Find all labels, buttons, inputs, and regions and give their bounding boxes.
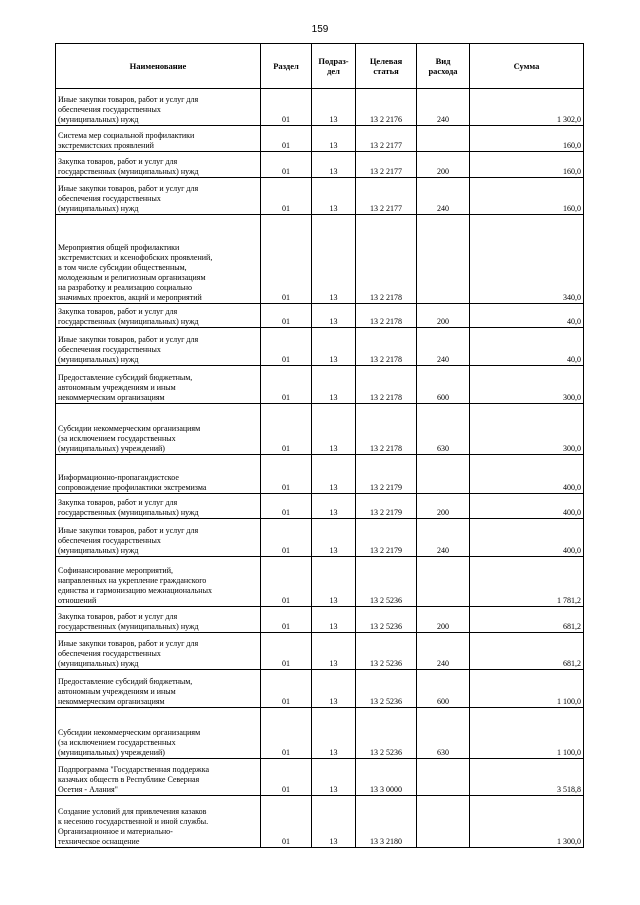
row-name: Иные закупки товаров, работ и услуг для обеспечения государственных (муниципальных) нужд [56,89,261,126]
page-number: 159 [311,24,329,35]
row-section: 01 [261,519,312,557]
row-section: 01 [261,126,312,152]
row-sum: 1 781,2 [470,557,584,607]
row-name: Предоставление субсидий бюджетным, автономным учреждениям и иным некоммерческим организациям [56,670,261,708]
row-section: 01 [261,89,312,126]
row-section: 01 [261,178,312,215]
row-target: 13 2 2179 [356,455,417,494]
row-target: 13 2 2178 [356,404,417,455]
row-target: 13 2 2177 [356,178,417,215]
row-name: Субсидии некоммерческим организациям (за исключением государственных (муниципальных) учреждений) [56,404,261,455]
table-row [56,215,584,304]
row-section: 01 [261,152,312,178]
row-sum: 300,0 [470,404,584,455]
row-name: Закупка товаров, работ и услуг для государственных (муниципальных) нужд [56,494,261,519]
row-sum: 400,0 [470,519,584,557]
header-section: Раздел [261,44,312,89]
row-section: 01 [261,633,312,670]
row-subsection: 13 [312,708,356,759]
row-sum: 400,0 [470,455,584,494]
row-subsection: 13 [312,152,356,178]
row-section: 01 [261,796,312,848]
row-expense-type [417,557,470,607]
row-subsection: 13 [312,328,356,366]
row-target: 13 2 2178 [356,366,417,404]
row-sum: 160,0 [470,152,584,178]
table-row [56,557,584,607]
row-name: Предоставление субсидий бюджетным, автономным учреждениям и иным некоммерческим организациям [56,366,261,404]
table-row [56,494,584,519]
row-target: 13 2 5236 [356,557,417,607]
row-subsection: 13 [312,404,356,455]
row-name: Мероприятия общей профилактики экстремистских и ксенофобских проявлений, в том числе субсидии общественным, молодежным и религиозным организациям на разработку и реализацию социально значимых проектов, акций и мероприятий [56,215,261,304]
table-row [56,759,584,796]
row-target: 13 2 2177 [356,152,417,178]
row-section: 01 [261,455,312,494]
row-expense-type: 240 [417,89,470,126]
row-target: 13 3 2180 [356,796,417,848]
row-sum: 3 518,8 [470,759,584,796]
row-section: 01 [261,708,312,759]
row-expense-type: 200 [417,304,470,328]
row-expense-type: 200 [417,607,470,633]
row-expense-type [417,455,470,494]
table-row [56,519,584,557]
row-name: Закупка товаров, работ и услуг для государственных (муниципальных) нужд [56,607,261,633]
row-expense-type: 240 [417,328,470,366]
table-row [56,633,584,670]
header-sum: Сумма [470,44,584,89]
row-sum: 1 100,0 [470,670,584,708]
row-expense-type [417,126,470,152]
row-section: 01 [261,759,312,796]
row-name: Информационно-пропагандистское сопровождение профилактики экстремизма [56,455,261,494]
row-expense-type: 200 [417,494,470,519]
row-subsection: 13 [312,796,356,848]
row-name: Создание условий для привлечения казаков к несению государственной и иной службы. Организационное и материально- техническое оснащение [56,796,261,848]
row-sum: 40,0 [470,328,584,366]
row-expense-type [417,215,470,304]
row-expense-type: 630 [417,708,470,759]
row-sum: 40,0 [470,304,584,328]
row-section: 01 [261,607,312,633]
row-subsection: 13 [312,633,356,670]
row-subsection: 13 [312,519,356,557]
row-sum: 160,0 [470,178,584,215]
row-subsection: 13 [312,89,356,126]
row-subsection: 13 [312,455,356,494]
row-expense-type: 240 [417,633,470,670]
row-section: 01 [261,494,312,519]
row-sum: 1 300,0 [470,796,584,848]
row-target: 13 2 5236 [356,607,417,633]
row-subsection: 13 [312,670,356,708]
row-expense-type: 240 [417,178,470,215]
row-subsection: 13 [312,178,356,215]
row-name: Иные закупки товаров, работ и услуг для обеспечения государственных (муниципальных) нужд [56,178,261,215]
row-target: 13 2 5236 [356,633,417,670]
row-section: 01 [261,328,312,366]
row-target: 13 2 2177 [356,126,417,152]
table-header-row [56,44,584,89]
row-sum: 160,0 [470,126,584,152]
row-sum: 1 100,0 [470,708,584,759]
row-target: 13 2 2178 [356,215,417,304]
header-subsection: Подраз- дел [312,44,356,89]
row-subsection: 13 [312,366,356,404]
table-row [56,607,584,633]
row-name: Иные закупки товаров, работ и услуг для обеспечения государственных (муниципальных) нужд [56,519,261,557]
row-section: 01 [261,404,312,455]
row-target: 13 2 2178 [356,328,417,366]
table-row [56,455,584,494]
header-type: Вид расхода [417,44,470,89]
header-target: Целевая статья [356,44,417,89]
row-expense-type [417,796,470,848]
table-row [56,328,584,366]
table-row [56,89,584,126]
row-target: 13 2 2179 [356,494,417,519]
row-subsection: 13 [312,607,356,633]
row-name: Подпрограмма "Государственная поддержка казачьих обществ в Республике Северная Осетия - Алания" [56,759,261,796]
row-subsection: 13 [312,759,356,796]
row-target: 13 2 2176 [356,89,417,126]
table-row [56,178,584,215]
row-target: 13 2 2178 [356,304,417,328]
table-row [56,404,584,455]
row-section: 01 [261,366,312,404]
table-row [56,304,584,328]
row-expense-type: 600 [417,670,470,708]
row-name: Субсидии некоммерческим организациям (за исключением государственных (муниципальных) учреждений) [56,708,261,759]
row-expense-type: 200 [417,152,470,178]
row-sum: 300,0 [470,366,584,404]
row-sum: 1 302,0 [470,89,584,126]
row-section: 01 [261,215,312,304]
row-name: Закупка товаров, работ и услуг для государственных (муниципальных) нужд [56,152,261,178]
table-row [56,670,584,708]
row-section: 01 [261,304,312,328]
table-row [56,366,584,404]
row-sum: 681,2 [470,607,584,633]
row-target: 13 2 2179 [356,519,417,557]
row-subsection: 13 [312,494,356,519]
row-name: Иные закупки товаров, работ и услуг для обеспечения государственных (муниципальных) нужд [56,633,261,670]
table-row [56,126,584,152]
row-expense-type [417,759,470,796]
row-subsection: 13 [312,126,356,152]
row-subsection: 13 [312,304,356,328]
row-sum: 400,0 [470,494,584,519]
row-expense-type: 600 [417,366,470,404]
row-subsection: 13 [312,215,356,304]
table-row [56,708,584,759]
row-sum: 340,0 [470,215,584,304]
row-subsection: 13 [312,557,356,607]
table-row [56,796,584,848]
header-name: Наименование [56,44,261,89]
row-target: 13 3 0000 [356,759,417,796]
row-name: Иные закупки товаров, работ и услуг для обеспечения государственных (муниципальных) нужд [56,328,261,366]
budget-table [55,43,584,848]
row-name: Софинансирование мероприятий, направленных на укрепление гражданского единства и гармонизацию межнациональных отношений [56,557,261,607]
row-section: 01 [261,557,312,607]
row-name: Закупка товаров, работ и услуг для государственных (муниципальных) нужд [56,304,261,328]
row-expense-type: 630 [417,404,470,455]
row-name: Система мер социальной профилактики экстремистских проявлений [56,126,261,152]
row-sum: 681,2 [470,633,584,670]
table-row [56,152,584,178]
row-target: 13 2 5236 [356,670,417,708]
row-target: 13 2 5236 [356,708,417,759]
row-section: 01 [261,670,312,708]
row-expense-type: 240 [417,519,470,557]
